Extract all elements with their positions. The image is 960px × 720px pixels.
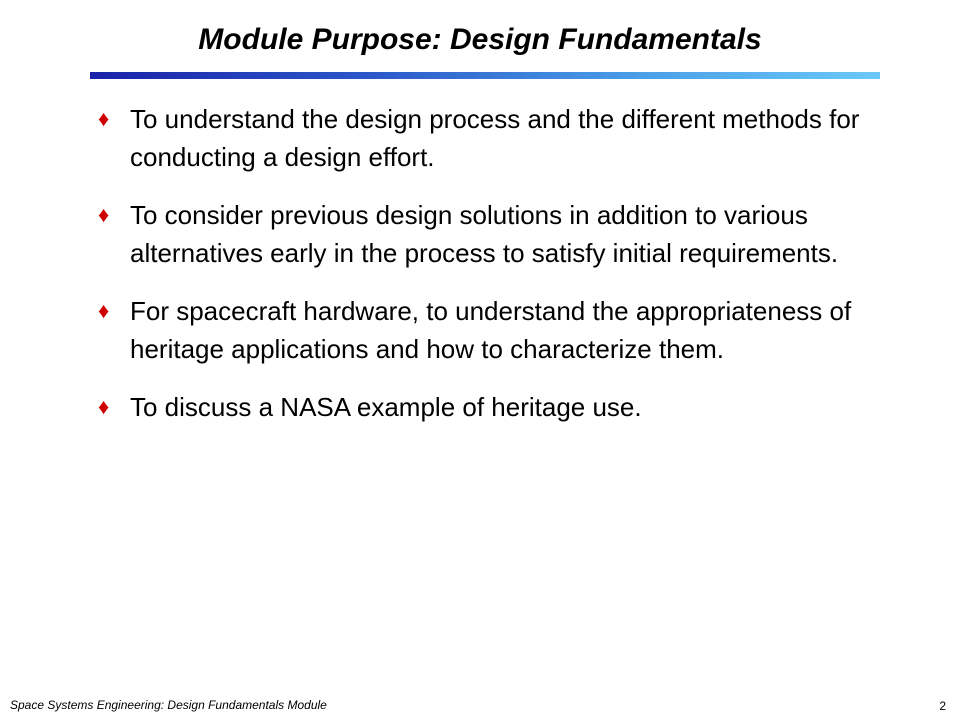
diamond-bullet-icon: ♦ [98,106,110,131]
page-number: 2 [939,699,946,713]
bullet-list [96,100,876,446]
diamond-bullet-icon: ♦ [98,394,110,419]
bullet-item-1 [96,100,876,176]
bullet-text: To understand the design process and the different methods for conducting a design effort. [130,104,860,172]
bullet-item-2 [96,196,876,272]
bullet-item-3 [96,292,876,368]
slide-title: Module Purpose: Design Fundamentals [198,23,762,56]
footer-text: Space Systems Engineering: Design Fundamentals Module [10,698,327,712]
bullet-item-4 [96,388,876,426]
bullet-text: For spacecraft hardware, to understand the appropriateness of heritage applications and how to characterize them. [130,296,852,364]
diamond-bullet-icon: ♦ [98,202,110,227]
title-divider [90,72,880,79]
bullet-text: To discuss a NASA example of heritage use. [130,392,642,422]
bullet-text: To consider previous design solutions in addition to various alternatives early in the process to satisfy initial requirements. [130,200,839,268]
diamond-bullet-icon: ♦ [98,298,110,323]
